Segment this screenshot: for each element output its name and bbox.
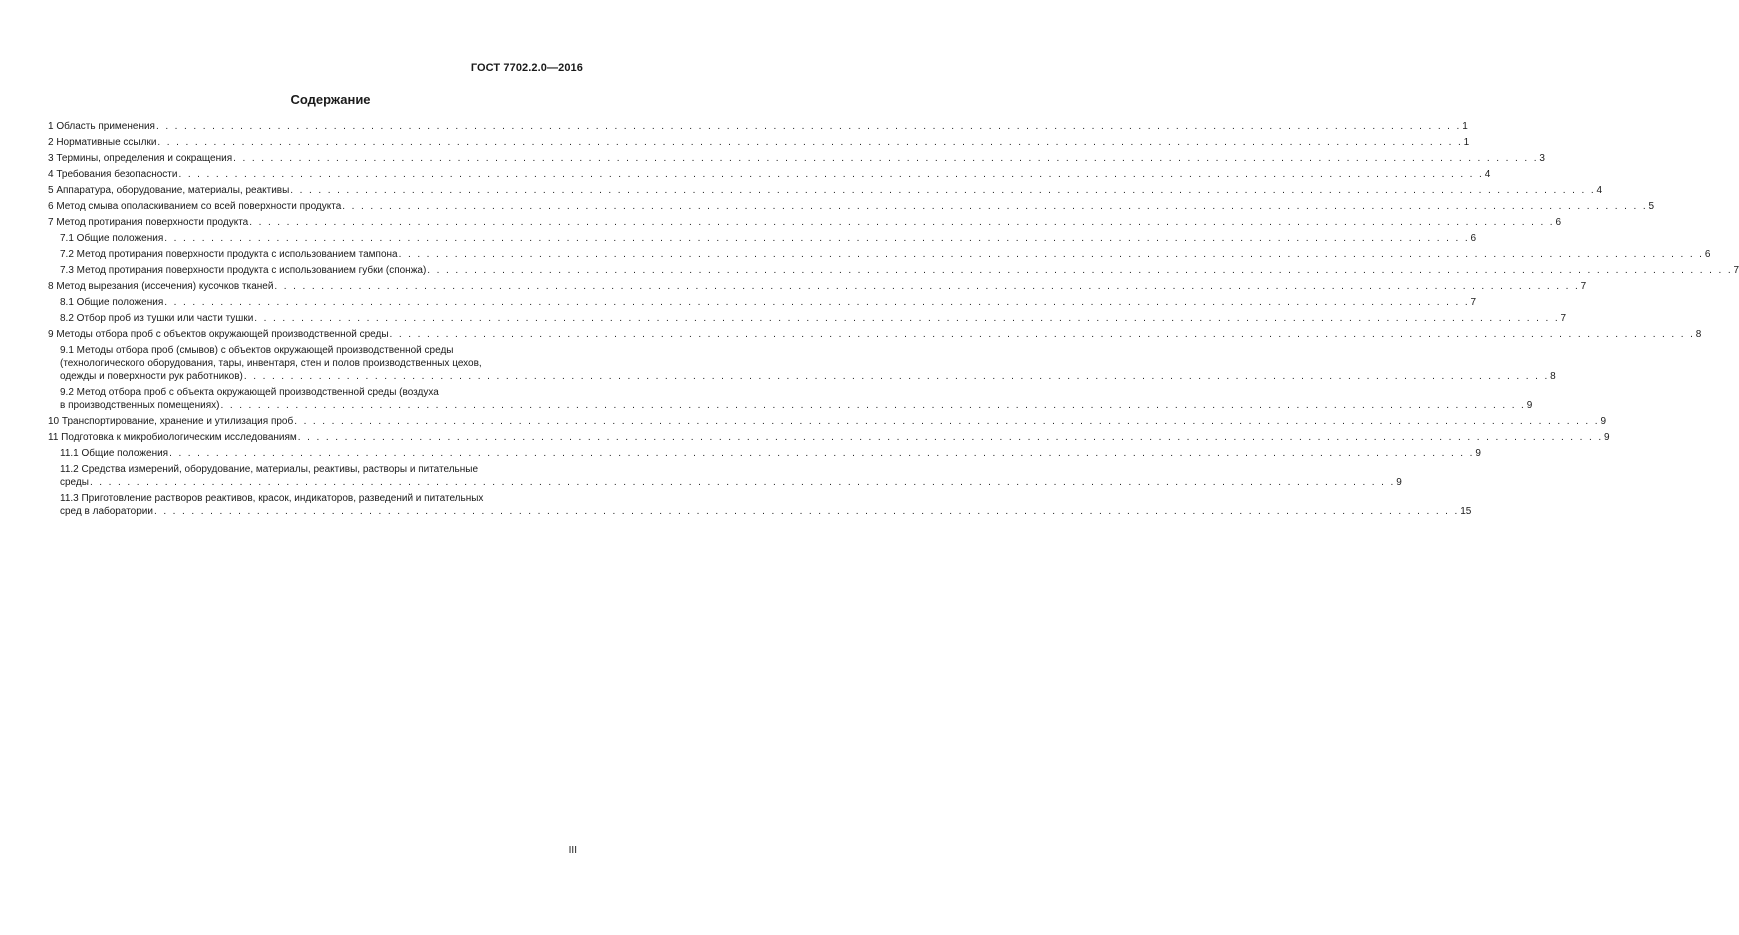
toc-leader-dots: . . . . . . . . . . . . . . . . . . . . . . . . . . . . . . . . . . . . . . . . . . . . . . . . . . . . . . . . . . . . . . . . . . . . . . . . . . . . . . . . . . . . . . . . . . . . . . . . . . . . . . . . . . . . . . . . . . . . . . . . . . . . . . . . . . . . . . . . . . . . (389, 329, 1695, 340)
toc-entry-line (60, 248, 1711, 261)
toc-page-number: 4 (1484, 169, 1491, 180)
toc-page-number: 7 (1470, 297, 1477, 308)
toc-entry-line (60, 447, 1481, 460)
toc-entry-text: 11 Подготовка к микробиологическим исследованиям (48, 432, 297, 443)
toc-entry-line (60, 370, 1556, 383)
toc-entry-text: 8 Метод вырезания (иссечения) кусочков тканей (48, 281, 274, 292)
toc-entry-line (60, 476, 1402, 489)
toc-entry-line (60, 399, 1533, 412)
toc-page-number: 8 (1695, 329, 1702, 340)
toc-leader-dots: . . . . . . . . . . . . . . . . . . . . . . . . . . . . . . . . . . . . . . . . . . . . . . . . . . . . . . . . . . . . . . . . . . . . . . . . . . . . . . . . . . . . . . . . . . . . . . . . . . . . . . . . . . . . . . . . . . . . . . . . . . . . . . . . . . . . . . . . . . . . (178, 169, 1484, 180)
toc-entry-line (48, 120, 1468, 133)
toc-entry-text: в производственных помещениях) (60, 400, 220, 411)
toc-leader-dots: . . . . . . . . . . . . . . . . . . . . . . . . . . . . . . . . . . . . . . . . . . . . . . . . . . . . . . . . . . . . . . . . . . . . . . . . . . . . . . . . . . . . . . . . . . . . . . . . . . . . . . . . . . . . . . . . . . . . . . . . . . . . . . . . . . . . . . . . . . . . (153, 506, 1460, 517)
toc-entry-line (60, 296, 1477, 309)
toc-entry[interactable] (48, 415, 1607, 428)
toc-entry[interactable] (48, 296, 1477, 309)
toc-entry[interactable] (48, 200, 1655, 213)
toc-entry-line (60, 232, 1477, 245)
toc-entry[interactable] (48, 152, 1545, 165)
toc-leader-dots: . . . . . . . . . . . . . . . . . . . . . . . . . . . . . . . . . . . . . . . . . . . . . . . . . . . . . . . . . . . . . . . . . . . . . . . . . . . . . . . . . . . . . . . . . . . . . . . . . . . . . . . . . . . . . . . . . . . . . . . . . . . . . . . . . . . . . . . . . . . . (164, 233, 1470, 244)
toc-leader-dots: . . . . . . . . . . . . . . . . . . . . . . . . . . . . . . . . . . . . . . . . . . . . . . . . . . . . . . . . . . . . . . . . . . . . . . . . . . . . . . . . . . . . . . . . . . . . . . . . . . . . . . . . . . . . . . . . . . . . . . . . . . . . . . . . . . . . . . . . . . . . (155, 121, 1462, 132)
toc-leader-dots: . . . . . . . . . . . . . . . . . . . . . . . . . . . . . . . . . . . . . . . . . . . . . . . . . . . . . . . . . . . . . . . . . . . . . . . . . . . . . . . . . . . . . . . . . . . . . . . . . . . . . . . . . . . . . . . . . . . . . . . . . . . . . . . . . . . . . . . . . . . . (220, 400, 1526, 411)
toc-page-number: 6 (1470, 233, 1477, 244)
toc-entry-text: 4 Требования безопасности (48, 169, 178, 180)
toc-entry-text: 11.2 Средства измерений, оборудование, материалы, реактивы, растворы и питательные (60, 464, 479, 475)
toc-entry[interactable] (48, 431, 1610, 444)
toc-entry[interactable] (48, 280, 1587, 293)
toc-page-number: 7 (1733, 265, 1739, 276)
toc-leader-dots: . . . . . . . . . . . . . . . . . . . . . . . . . . . . . . . . . . . . . . . . . . . . . . . . . . . . . . . . . . . . . . . . . . . . . . . . . . . . . . . . . . . . . . . . . . . . . . . . . . . . . . . . . . . . . . . . . . . . . . . . . . . . . . . . . . . . . . . . . . . . (233, 153, 1539, 164)
toc-entry-text: 7 Метод протирания поверхности продукта (48, 217, 249, 228)
toc-page-number: 1 (1463, 137, 1470, 148)
toc-leader-dots: . . . . . . . . . . . . . . . . . . . . . . . . . . . . . . . . . . . . . . . . . . . . . . . . . . . . . . . . . . . . . . . . . . . . . . . . . . . . . . . . . . . . . . . . . . . . . . . . . . . . . . . . . . . . . . . . . . . . . . . . . . . . . . . . . . . . . . . . . . . . (169, 448, 1475, 459)
toc-leader-dots: . . . . . . . . . . . . . . . . . . . . . . . . . . . . . . . . . . . . . . . . . . . . . . . . . . . . . . . . . . . . . . . . . . . . . . . . . . . . . . . . . . . . . . . . . . . . . . . . . . . . . . . . . . . . . . . . . . . . . . . . . . . . . . . . . . . . . . . . . . . . (290, 185, 1596, 196)
toc-entry[interactable] (48, 328, 1702, 341)
toc-entry-text: 8.2 Отбор проб из тушки или части тушки (60, 313, 254, 324)
toc-entry-text: 9 Методы отбора проб с объектов окружающей производственной среды (48, 329, 389, 340)
toc-page-number: 4 (1596, 185, 1603, 196)
toc-page-number: 3 (1539, 153, 1545, 164)
toc-entry-text: 9.2 Метод отбора проб с объекта окружающей производственной среды (воздуха (60, 387, 439, 398)
toc-page-number: 9 (1604, 432, 1610, 443)
toc-entry-text: 7.3 Метод протирания поверхности продукта с использованием губки (спонжа) (60, 265, 427, 276)
toc-leader-dots: . . . . . . . . . . . . . . . . . . . . . . . . . . . . . . . . . . . . . . . . . . . . . . . . . . . . . . . . . . . . . . . . . . . . . . . . . . . . . . . . . . . . . . . . . . . . . . . . . . . . . . . . . . . . . . . . . . . . . . . . . . . . . . . . . . . . . . . . . . . . (342, 201, 1648, 212)
toc-entry[interactable] (48, 492, 1472, 518)
toc-entry-line (48, 431, 1610, 444)
toc-entry-line (48, 280, 1587, 293)
toc-entry-line (48, 184, 1603, 197)
toc-entry-text: (технологического оборудования, тары, инвентаря, стен и полов производственных цехов, (60, 358, 482, 369)
toc-entry-text: 7.1 Общие положения (60, 233, 164, 244)
table-of-contents (48, 120, 1739, 521)
toc-entry-text: 5 Аппаратура, оборудование, материалы, реактивы (48, 185, 290, 196)
toc-entry[interactable] (48, 463, 1402, 489)
toc-entry-text: одежды и поверхности рук работников) (60, 371, 243, 382)
toc-leader-dots: . . . . . . . . . . . . . . . . . . . . . . . . . . . . . . . . . . . . . . . . . . . . . . . . . . . . . . . . . . . . . . . . . . . . . . . . . . . . . . . . . . . . . . . . . . . . . . . . . . . . . . . . . . . . . . . . . . . . . . . . . . . . . . . . . . . . . . . . . . . . (249, 217, 1555, 228)
toc-entry[interactable] (48, 264, 1739, 277)
toc-page-number: 15 (1460, 506, 1472, 517)
toc-entry-text: 2 Нормативные ссылки (48, 137, 157, 148)
toc-leader-dots: . . . . . . . . . . . . . . . . . . . . . . . . . . . . . . . . . . . . . . . . . . . . . . . . . . . . . . . . . . . . . . . . . . . . . . . . . . . . . . . . . . . . . . . . . . . . . . . . . . . . . . . . . . . . . . . . . . . . . . . . . . . . . . . . . . . . . . . . . . . . (157, 137, 1463, 148)
toc-leader-dots: . . . . . . . . . . . . . . . . . . . . . . . . . . . . . . . . . . . . . . . . . . . . . . . . . . . . . . . . . . . . . . . . . . . . . . . . . . . . . . . . . . . . . . . . . . . . . . . . . . . . . . . . . . . . . . . . . . . . . . . . . . . . . . . . . . . . . . . . . . . . (164, 297, 1470, 308)
document-code: ГОСТ 7702.2.0—2016 (470, 62, 583, 74)
toc-page-number: 9 (1396, 477, 1402, 488)
toc-entry[interactable] (48, 136, 1470, 149)
toc-entry-text: среды (60, 477, 89, 488)
toc-entry[interactable] (48, 312, 1567, 325)
toc-entry[interactable] (48, 386, 1533, 412)
toc-entry-line (48, 168, 1491, 181)
toc-entry[interactable] (48, 120, 1468, 133)
toc-entry[interactable] (48, 184, 1603, 197)
toc-leader-dots: . . . . . . . . . . . . . . . . . . . . . . . . . . . . . . . . . . . . . . . . . . . . . . . . . . . . . . . . . . . . . . . . . . . . . . . . . . . . . . . . . . . . . . . . . . . . . . . . . . . . . . . . . . . . . . . . . . . . . . . . . . . . . . . . . . . . . . . . . . . . (294, 416, 1600, 427)
toc-entry[interactable] (48, 344, 1556, 383)
toc-entry[interactable] (48, 248, 1711, 261)
toc-page-number: 7 (1580, 281, 1587, 292)
toc-entry[interactable] (48, 232, 1477, 245)
toc-entry-line (48, 136, 1470, 149)
toc-leader-dots: . . . . . . . . . . . . . . . . . . . . . . . . . . . . . . . . . . . . . . . . . . . . . . . . . . . . . . . . . . . . . . . . . . . . . . . . . . . . . . . . . . . . . . . . . . . . . . . . . . . . . . . . . . . . . . . . . . . . . . . . . . . . . . . . . . . . . . . . . . . . (274, 281, 1580, 292)
toc-entry-line (60, 264, 1739, 277)
toc-entry-line (48, 328, 1702, 341)
toc-entry-text: 10 Транспортирование, хранение и утилизация проб (48, 416, 294, 427)
toc-entry-line (48, 200, 1655, 213)
toc-entry-text: 6 Метод смыва ополаскиванием со всей поверхности продукта (48, 201, 342, 212)
toc-page-number: 6 (1704, 249, 1711, 260)
toc-entry-text: 1 Область применения (48, 121, 155, 132)
toc-entry-text: 7.2 Метод протирания поверхности продукта с использованием тампона (60, 249, 398, 260)
toc-entry[interactable] (48, 216, 1562, 229)
toc-leader-dots: . . . . . . . . . . . . . . . . . . . . . . . . . . . . . . . . . . . . . . . . . . . . . . . . . . . . . . . . . . . . . . . . . . . . . . . . . . . . . . . . . . . . . . . . . . . . . . . . . . . . . . . . . . . . . . . . . . . . . . . . . . . . . . . . . . . . . . . . . . . . (398, 249, 1704, 260)
toc-entry-text: 9.1 Методы отбора проб (смывов) с объектов окружающей производственной среды (60, 345, 454, 356)
toc-leader-dots: . . . . . . . . . . . . . . . . . . . . . . . . . . . . . . . . . . . . . . . . . . . . . . . . . . . . . . . . . . . . . . . . . . . . . . . . . . . . . . . . . . . . . . . . . . . . . . . . . . . . . . . . . . . . . . . . . . . . . . . . . . . . . . . . . . . . . . . . . . . . (297, 432, 1604, 443)
toc-entry-text: 11.1 Общие положения (60, 448, 169, 459)
toc-entry-line (48, 152, 1545, 165)
page-number: III (568, 845, 577, 856)
toc-page-number: 8 (1550, 371, 1556, 382)
toc-page-number: 9 (1600, 416, 1607, 427)
toc-page-number: 1 (1462, 121, 1468, 132)
toc-entry-line (48, 216, 1562, 229)
toc-entry[interactable] (48, 168, 1491, 181)
toc-title: Содержание (290, 92, 371, 107)
toc-entry-text: 8.1 Общие положения (60, 297, 164, 308)
toc-leader-dots: . . . . . . . . . . . . . . . . . . . . . . . . . . . . . . . . . . . . . . . . . . . . . . . . . . . . . . . . . . . . . . . . . . . . . . . . . . . . . . . . . . . . . . . . . . . . . . . . . . . . . . . . . . . . . . . . . . . . . . . . . . . . . . . . . . . . . . . . . . . . (254, 313, 1560, 324)
toc-page-number: 5 (1648, 201, 1655, 212)
toc-entry-text: 11.3 Приготовление растворов реактивов, красок, индикаторов, разведений и питательных (60, 493, 484, 504)
toc-page-number: 9 (1475, 448, 1481, 459)
toc-entry-line (60, 505, 1472, 518)
toc-entry[interactable] (48, 447, 1481, 460)
toc-page-number: 7 (1560, 313, 1567, 324)
toc-leader-dots: . . . . . . . . . . . . . . . . . . . . . . . . . . . . . . . . . . . . . . . . . . . . . . . . . . . . . . . . . . . . . . . . . . . . . . . . . . . . . . . . . . . . . . . . . . . . . . . . . . . . . . . . . . . . . . . . . . . . . . . . . . . . . . . . . . . . . . . . . . . . (243, 371, 1550, 382)
toc-entry-line (48, 415, 1607, 428)
toc-entry-text: сред в лаборатории (60, 506, 153, 517)
toc-entry-text: 3 Термины, определения и сокращения (48, 153, 233, 164)
toc-entry-line (60, 312, 1567, 325)
toc-leader-dots: . . . . . . . . . . . . . . . . . . . . . . . . . . . . . . . . . . . . . . . . . . . . . . . . . . . . . . . . . . . . . . . . . . . . . . . . . . . . . . . . . . . . . . . . . . . . . . . . . . . . . . . . . . . . . . . . . . . . . . . . . . . . . . . . . . . . . . . . . . . . (427, 265, 1733, 276)
toc-page-number: 6 (1555, 217, 1562, 228)
toc-page-number: 9 (1526, 400, 1533, 411)
toc-leader-dots: . . . . . . . . . . . . . . . . . . . . . . . . . . . . . . . . . . . . . . . . . . . . . . . . . . . . . . . . . . . . . . . . . . . . . . . . . . . . . . . . . . . . . . . . . . . . . . . . . . . . . . . . . . . . . . . . . . . . . . . . . . . . . . . . . . . . . . . . . . . . (89, 477, 1396, 488)
